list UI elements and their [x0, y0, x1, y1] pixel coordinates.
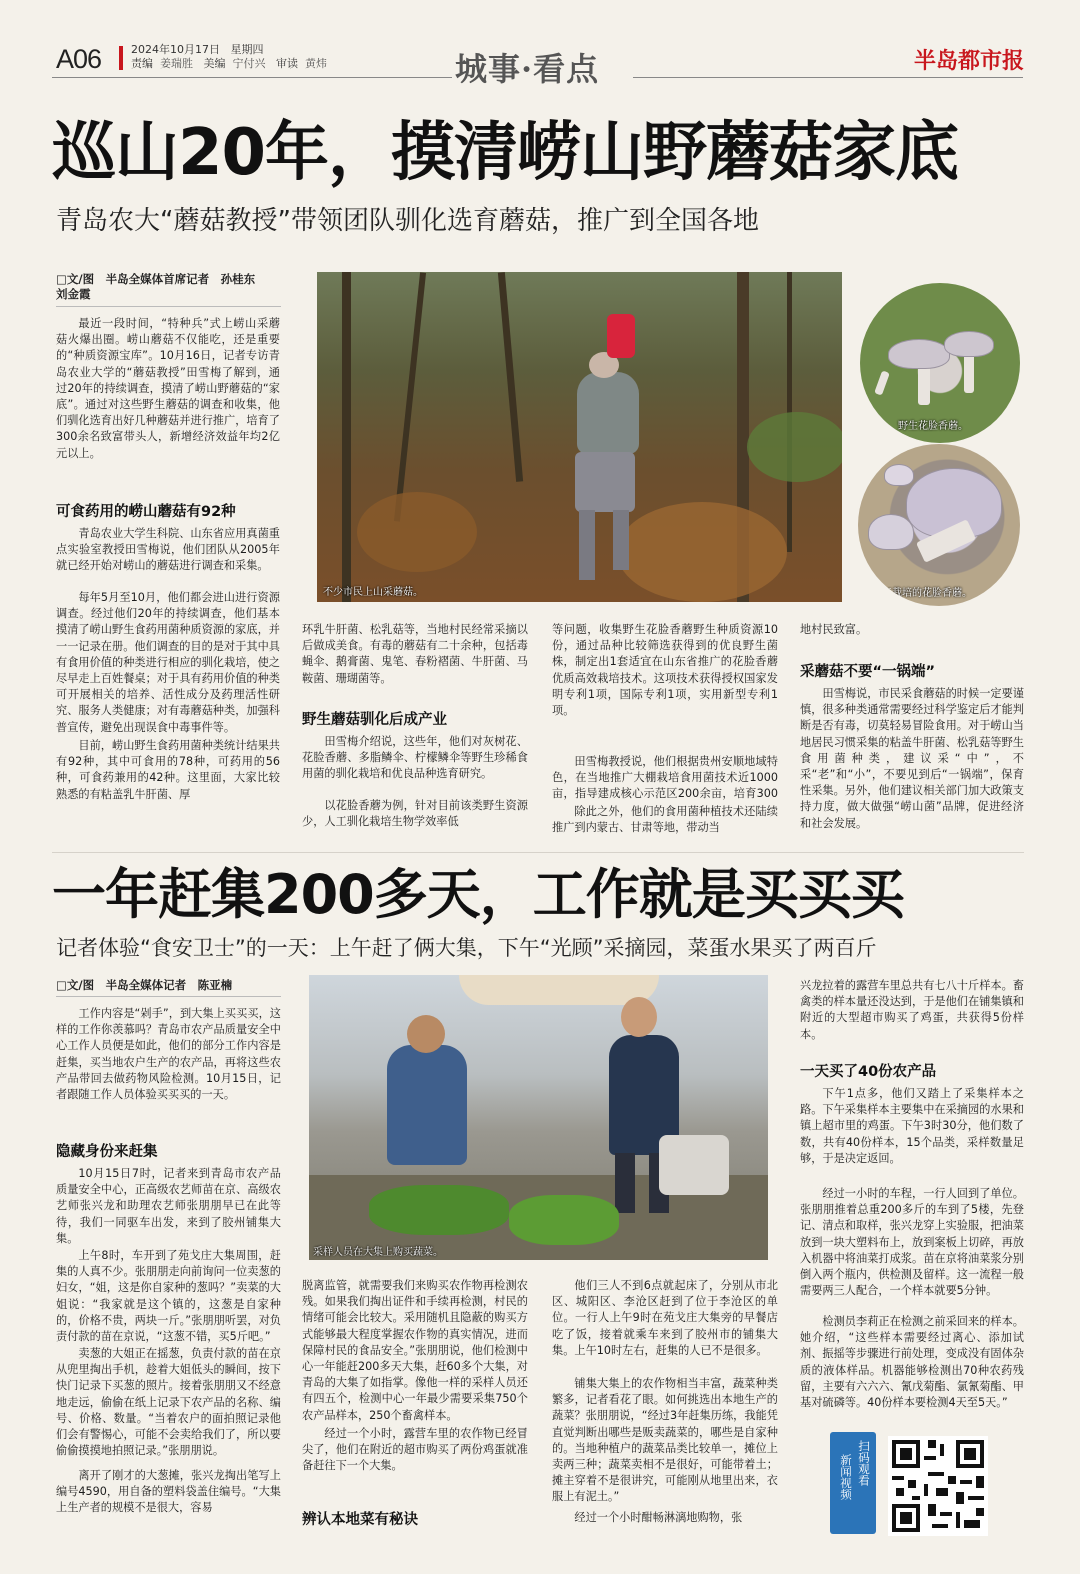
design-label: 美编 — [203, 57, 226, 70]
caption-market: 采样人员在大集上购买蔬菜。 — [313, 1247, 443, 1258]
story2-para-b2: 经过一个小时，露营车里的农作物已经冒尖了，他们在附近的超市购买了两份鸡蛋就准备赶往下一个大集。 — [302, 1427, 528, 1473]
story1-subhead: 青岛农大“蘑菇教授”带领团队驯化选育蘑菇，推广到全国各地 — [56, 206, 759, 236]
section-title: 城事·看点 — [455, 50, 600, 88]
newspaper-logo: 半岛都市报 — [914, 48, 1025, 74]
story2-para-d3: 经过一小时的车程，一行人回到了单位。张朋朋推着总重200多斤的车到了5楼，先登记、清点和取样，张兴龙穿上实验服，把油菜放到一块大塑料布上，放到案板上切碎，再放入机器中将油菜打成浆。苗在京将油菜浆分别倒入两个瓶内，供检测及留样。这一流程一般需要两三人配合，一个样本就要5分钟。 — [800, 1187, 1024, 1298]
story2-para-a1: 10月15日7时，记者来到青岛市农产品质量安全中心，正高级农艺师苗在京、高级农艺师张兴龙和助理农艺师张朋朋早已在此等待，我们一同驱车出发，来到了胶州铺集大集。 — [56, 1167, 281, 1245]
story2-sub-a: 隐藏身份来赶集 — [56, 1144, 158, 1160]
story2-para-b1: 脱离监管，就需要我们来购买农作物再检测农残。如果我们掏出证件和手续再检测，村民的情绪可能会比较大。采用随机且隐蔽的购买方式能够最大程度掌握农作物的真实情况，进而保障村民的食品安全。”张朋朋说，他们检测中心一年能赶200多天大集，赶60多个大集，对青岛的大集了如指掌。像他一样的采样人员还有四五个，检测中心一年最少需要采集750个农产品样本，250个畜禽样本。 — [302, 1279, 528, 1422]
story2-para-a3: 卖葱的大姐正在摇葱，负责付款的苗在京从兜里掏出手机，趁着大姐低头的瞬间，按下快门记录下买葱的照片。接着张朋朋又不经意地走远，偷偷在纸上记录下农产品的名称、编号、价格、数量。“当着农户的面拍照记录他们会有警惕心，可能不会卖给我们了，所以要偷偷摸摸地拍照记录。”张朋朋说。 — [56, 1347, 281, 1458]
proofreader: 黄炜 — [305, 57, 327, 70]
story2-para-d4: 检测员李莉正在检测之前采回来的样本。她介绍，“这些样本需要经过离心、添加试剂、振摇等步骤进行前处理，变成没有固体杂质的液体样品。机器能够检测出70种农药残留，主要有六六六、氰戊菊酯、氯氰菊酯、甲基对硫磷等。40份样本要检测4天至5天。” — [800, 1315, 1024, 1410]
photo-mushroom-hikers — [317, 272, 842, 602]
story2-para-d1: 兴龙拉着的露营车里总共有七八十斤样本。畜禽类的样本量还没达到，于是他们在铺集镇和附近的大型超市购买了鸡蛋，共获得5份样本。 — [800, 979, 1024, 1041]
story2-headline: 一年赶集200多天，工作就是买买买 — [52, 863, 904, 926]
story1-para-c3: 除此之外，他们的食用菌种植技术还陆续推广到内蒙古、甘肃等地，带动当 — [552, 805, 778, 835]
story1-sub-d: 采蘑菇不要“一锅端” — [800, 664, 936, 680]
byline-rule — [56, 306, 281, 307]
photo-market-purchase — [309, 975, 768, 1260]
caption-main: 不少市民上山采蘑菇。 — [323, 587, 423, 598]
page-number: A06 — [56, 44, 102, 74]
header-rule-left — [52, 77, 452, 78]
photo-wild-mushroom — [860, 283, 1020, 443]
qr-scan-text: 扫码观看 — [857, 1440, 871, 1486]
story2-subhead: 记者体验“食安卫士”的一天：上午赶了俩大集，下午“光顾”采摘园，菜蛋水果买了两百斤 — [56, 936, 877, 960]
qr-video-text: 新闻视频 — [839, 1454, 853, 1500]
story2-para-a2: 上午8时，车开到了苑戈庄大集周围，赶集的人真不少。张朋朋走向前询问一位卖葱的妇女，“姐，这是你自家种的葱吗？”卖菜的大姐说：“我家就是这个镇的，这葱是自家种的，价格不贵，两块一斤。”张朋朋听罢，对负责付款的苗在京说，“这葱不错，买5斤吧。” — [56, 1249, 281, 1344]
story1-para-a3: 目前，崂山野生食药用菌种类统计结果共有92种，其中可食用的78种，可药用的56种，可食药兼用的42种。这里面，大家比较熟悉的有粘盖乳牛肝菌、厚 — [56, 739, 280, 801]
story1-para-d2: 田雪梅说，市民采食蘑菇的时候一定要谨慎，很多种类通常需要经过科学鉴定后才能判断是否有毒，切莫轻易冒险食用。对于崂山当地居民习惯采集的粘盖牛肝菌、松乳菇等野生食用菌种类，建议采“中”，不采“老”和“小”，不要见到后“一锅端”，保育性采集。另外，他们建议相关部门加大政策支持力度，做大做强“崂山菌”品牌，促进经济和社会发展。 — [800, 687, 1024, 830]
caption-cultivated: 人工栽培的花脸香蘑。 — [872, 588, 972, 599]
story1-sub-a: 可食药用的崂山蘑菇有92种 — [56, 504, 236, 520]
story1-para-a1: 青岛农业大学生科院、山东省应用真菌重点实验室教授田雪梅说，他们团队从2005年就已经开始对崂山的蘑菇进行调查和采集。 — [56, 527, 280, 573]
story1-para-d1: 地村民致富。 — [800, 623, 868, 636]
story1-para-a2: 每年5月至10月，他们都会进山进行资源调查。经过他们20年的持续调查，他们基本摸清了崂山野生食药用菌种质资源的家底，并一一记录在册。他们调查的目的是对于其中具有食用价值的种类进行相应的驯化栽培，使之尽早走上百姓餐桌；对于具有药用价值的种类可开展相关的培养、活性成分及药理活性研究、服务人类健康；对有毒蘑菇种类，加强科普宣传，避免出现误食中毒事件等。 — [56, 591, 280, 734]
qr-label-box[interactable] — [830, 1432, 876, 1534]
story1-para-c2: 田雪梅教授说，他们根据贵州安顺地域特色，在当地推广大棚栽培食用菌技术近1000亩，指导建成核心示范区200余亩，培育300 — [552, 755, 778, 801]
caption-wild: 野生花脸香蘑。 — [898, 421, 968, 432]
proof-label: 审读 — [276, 57, 298, 70]
story2-para-a4: 离开了刚才的大葱摊，张兴龙掏出笔写上编号4590，用自备的塑料袋盖住编号。“大集上生产者的规模不是很大，容易 — [56, 1469, 281, 1515]
story2-para-c2: 铺集大集上的农作物相当丰富，蔬菜种类繁多，记者看花了眼。如何挑选出本地生产的蔬菜？张朋朋说，“经过3年赶集历练，我能凭直觉判断出哪些是贩卖蔬菜的，哪些是自家种的。当地种植户的蔬菜品类比较单一，摊位上卖两三种；蔬菜卖相不是很好，可能带着土；摊主穿着不是很讲究，可能刚从地里出来，衣服上有泥土。” — [552, 1377, 778, 1504]
story1-byline-line1: □文/图 半岛全媒体首席记者 孙桂东 — [56, 272, 256, 286]
weekday: 星期四 — [230, 43, 264, 56]
editor-label: 责编 — [131, 57, 153, 70]
story1-byline — [56, 272, 286, 302]
story2-sub-b: 辨认本地菜有秘诀 — [302, 1512, 418, 1528]
date: 2024年10月17日 — [131, 43, 220, 56]
story2-lead: 工作内容是“剁手”，到大集上买买买，这样的工作你羡慕吗？青岛市农产品质量安全中心工作人员便是如此，他们的部分工作内容是赶集，买当地农户生产的农产品，再将这些农产品带回去做药物风险检测。10月15日，记者跟随工作人员体验买买买的一天。 — [56, 1007, 281, 1102]
story2-para-c3: 经过一个小时酣畅淋漓地购物，张 — [574, 1511, 743, 1524]
page-meta — [131, 43, 334, 71]
qr-code[interactable] — [888, 1436, 988, 1536]
story2-byline: □文/图 半岛全媒体记者 陈亚楠 — [56, 978, 233, 992]
story1-lead: 最近一段时间，“特种兵”式上崂山采蘑菇火爆出圈。崂山蘑菇不仅能吃，还是重要的“种质资源宝库”。10月16日，记者专访青岛农业大学的“蘑菇教授”田雪梅了解到，通过20年的持续调查，摸清了崂山野蘑菇的“家底”。通过对这些野生蘑菇的调查和收集，他们驯化选育出好几种蘑菇并进行推广，培育了300余名致富带头人，新增经济效益年均2亿元以上。 — [56, 317, 280, 460]
story2-byline-rule — [56, 996, 281, 997]
story2-para-d2: 下午1点多，他们又踏上了采集样本之路。下午采集样本主要集中在采摘园的水果和镇上超市里的鸡蛋。下午3时30分，他们数了数，共有40份样本，15个品类，采样数量足够，于是决定返回。 — [800, 1087, 1024, 1165]
page-number-bar — [119, 46, 123, 70]
story1-byline-line2: 刘金霞 — [56, 287, 91, 301]
editor: 姜瑞胜 — [160, 57, 193, 70]
header-rule-right — [633, 77, 1023, 78]
story1-para-b2: 田雪梅介绍说，这些年，他们对灰树花、花脸香蘑、多脂鳞伞、柠檬鳞伞等野生珍稀食用菌的驯化栽培和优良品种选育研究。 — [302, 735, 528, 781]
story1-para-c1: 等问题，收集野生花脸香蘑野生种质资源10份，通过品种比较筛选获得到的优良野生菌株，制定出1套适宜在山东省推广的花脸香蘑优质高效栽培技术。这项技术获得授权国家发明专利1项，国际专利1项，实用新型专利1项。 — [552, 623, 778, 718]
story2-para-c1: 他们三人不到6点就起床了，分别从市北区、城阳区、李沧区赶到了位于李沧区的单位。一行人上午9时在苑戈庄大集旁的早餐店吃了饭，接着就乘车来到了胶州市的铺集大集。上午10时左右，赶集的人已不是很多。 — [552, 1279, 778, 1357]
story-divider — [52, 852, 1024, 853]
story1-para-b3: 以花脸香蘑为例，针对目前该类野生资源少，人工驯化栽培生物学效率低 — [302, 799, 528, 829]
story1-headline: 巡山20年，摸清崂山野蘑菇家底 — [52, 116, 959, 190]
story1-para-b1: 环乳牛肝菌、松乳菇等，当地村民经常采摘以后做成美食。有毒的蘑菇有二十余种，包括毒蝇伞、鹅膏菌、鬼笔、春粉褶菌、牛肝菌、马鞍菌、珊瑚菌等。 — [302, 623, 528, 685]
story2-sub-d: 一天买了40份农产品 — [800, 1064, 937, 1080]
designer: 宁付兴 — [232, 57, 266, 70]
story1-sub-b: 野生蘑菇驯化后成产业 — [302, 712, 447, 728]
photo-cultivated-mushroom — [858, 444, 1020, 606]
